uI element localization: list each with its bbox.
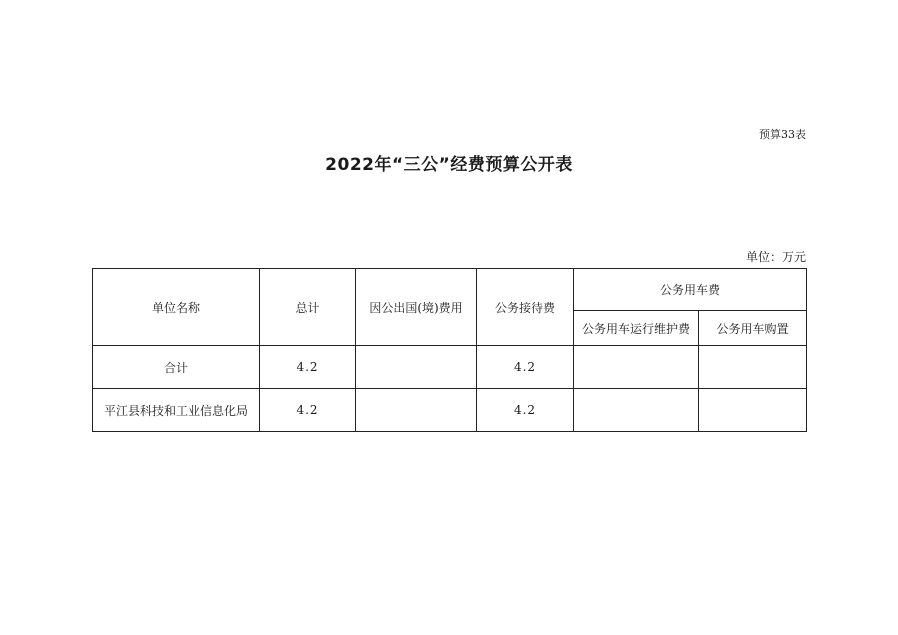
unit-label: 单位：万元 bbox=[745, 250, 806, 264]
header-unit-name: 单位名称 bbox=[93, 269, 260, 346]
header-row-1 bbox=[93, 269, 807, 311]
cell-vehicle-purchase bbox=[699, 346, 807, 389]
header-vehicle: 公务用车费 bbox=[574, 269, 807, 311]
header-vehicle-operation: 公务用车运行维护费 bbox=[574, 311, 699, 346]
header-reception: 公务接待费 bbox=[477, 269, 574, 346]
cell-vehicle-operation bbox=[574, 346, 699, 389]
cell-unit-name: 平江县科技和工业信息化局 bbox=[93, 389, 260, 432]
cell-abroad bbox=[356, 346, 477, 389]
cell-reception: 4.2 bbox=[477, 346, 574, 389]
document-title: 2022年“三公”经费预算公开表 bbox=[325, 155, 573, 175]
header-vehicle-purchase: 公务用车购置 bbox=[699, 311, 807, 346]
cell-total: 4.2 bbox=[260, 346, 356, 389]
cell-vehicle-operation bbox=[574, 389, 699, 432]
cell-total: 4.2 bbox=[260, 389, 356, 432]
table-row bbox=[93, 346, 807, 389]
table-row bbox=[93, 389, 807, 432]
header-total: 总计 bbox=[260, 269, 356, 346]
cell-reception: 4.2 bbox=[477, 389, 574, 432]
cell-unit-name: 合计 bbox=[93, 346, 260, 389]
budget-table bbox=[92, 268, 807, 432]
cell-vehicle-purchase bbox=[699, 389, 807, 432]
table-number: 预算33表 bbox=[759, 128, 806, 141]
header-abroad: 因公出国(境)费用 bbox=[356, 269, 477, 346]
cell-abroad bbox=[356, 389, 477, 432]
